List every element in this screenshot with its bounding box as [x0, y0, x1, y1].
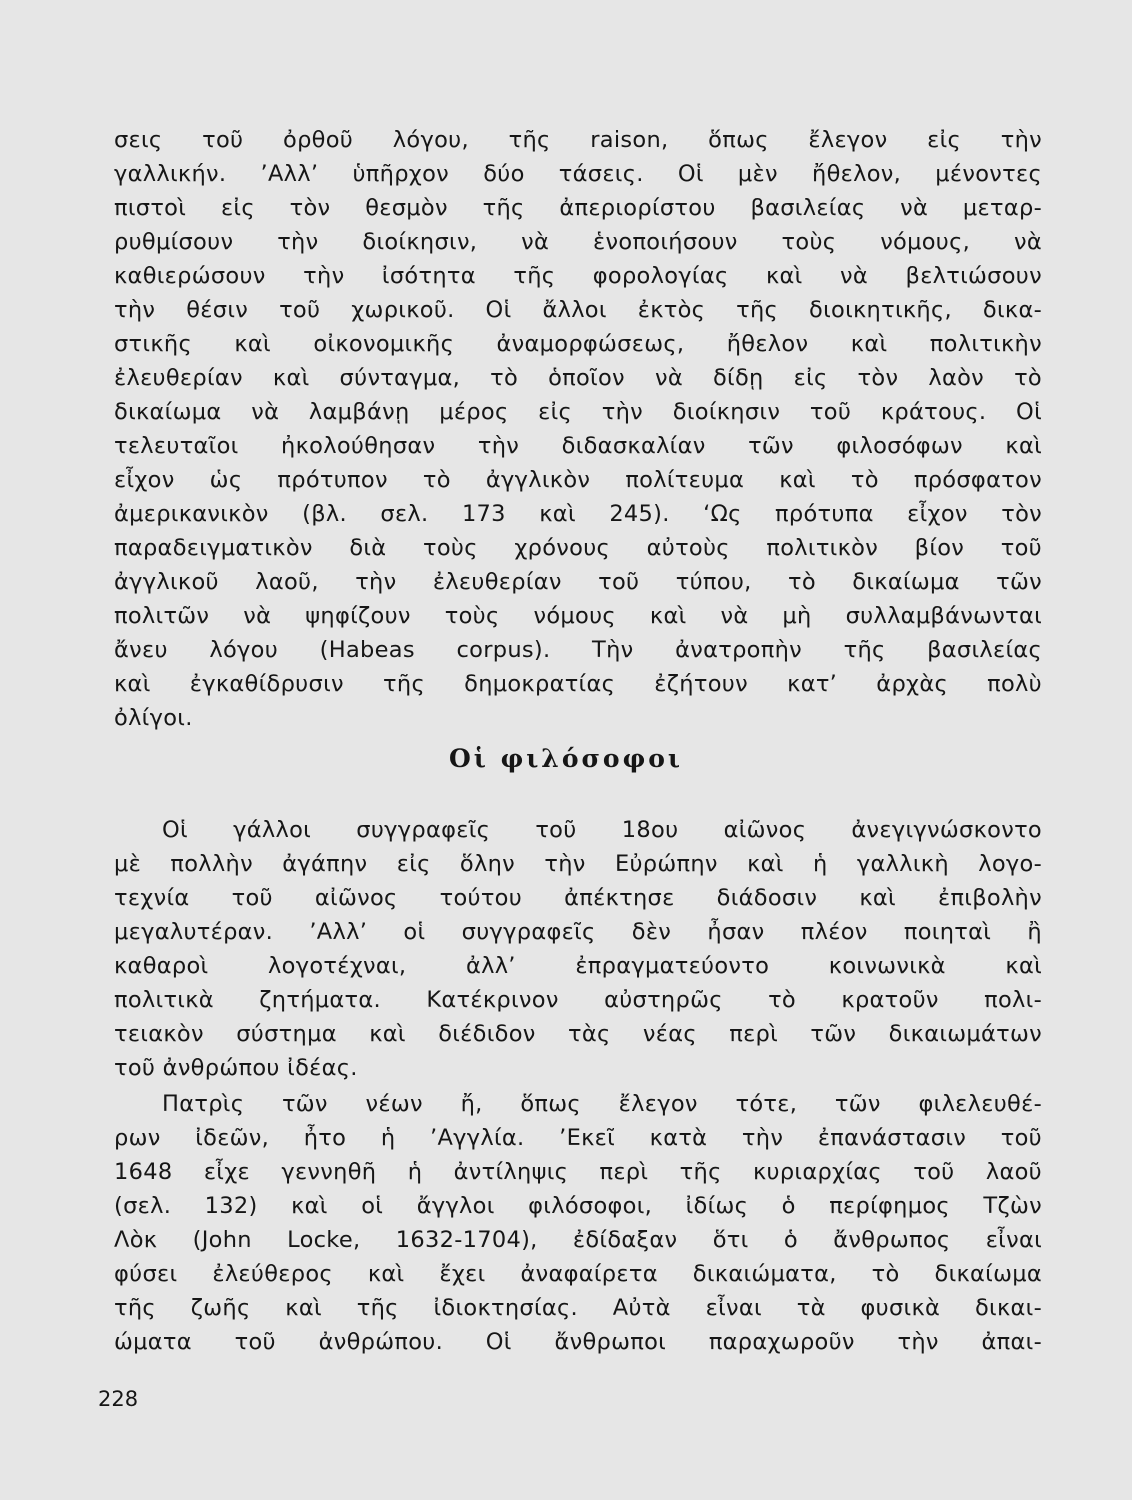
text-line: ἀμερικανικὸν (βλ. σελ. 173 καὶ 245). ‘Ως πρότυπα εἶχον τὸν — [114, 501, 1042, 527]
text-line: φύσει ἐλεύθερος καὶ ἔχει ἀναφαίρετα δικαιώματα, τὸ δικαίωμα — [114, 1261, 1042, 1287]
section-heading: Οἱ φιλόσοφοι — [449, 744, 683, 773]
text-line: καθιερώσουν τὴν ἰσότητα τῆς φορολογίας καὶ νὰ βελτιώσουν — [114, 263, 1042, 289]
text-line: τοῦ ἀνθρώπου ἰδέας. — [114, 1055, 358, 1081]
text-line: (σελ. 132) καὶ οἱ ἄγγλοι φιλόσοφοι, ἰδίως ὁ περίφημος Τζὼν — [114, 1193, 1042, 1219]
text-line: εἶχον ὡς πρότυπον τὸ ἀγγλικὸν πολίτευμα καὶ τὸ πρόσφατον — [114, 467, 1042, 493]
text-line: δικαίωμα νὰ λαμβάνῃ μέρος εἰς τὴν διοίκησιν τοῦ κράτους. Οἱ — [114, 399, 1042, 425]
text-line: καθαροὶ λογοτέχναι, ἀλλ’ ἐπραγματεύοντο κοινωνικὰ καὶ — [114, 953, 1042, 979]
text-line: τῆς ζωῆς καὶ τῆς ἰδιοκτησίας. Αὐτὰ εἶναι τὰ φυσικὰ δικαι- — [114, 1295, 1042, 1321]
text-line: σεις τοῦ ὀρθοῦ λόγου, τῆς raison, ὅπως ἔλεγον εἰς τὴν — [114, 127, 1042, 153]
text-line: τελευταῖοι ἠκολούθησαν τὴν διδασκαλίαν τῶν φιλοσόφων καὶ — [114, 433, 1042, 459]
text-line: Οἱ γάλλοι συγγραφεῖς τοῦ 18ου αἰῶνος ἀνεγιγνώσκοντο — [162, 817, 1042, 843]
text-line: Λὸκ (John Locke, 1632-1704), ἐδίδαξαν ὅτι ὁ ἄνθρωπος εἶναι — [114, 1227, 1042, 1253]
text-line: πολιτικὰ ζητήματα. Κατέκρινον αὐστηρῶς τὸ κρατοῦν πολι- — [114, 987, 1042, 1013]
text-line: ρων ἰδεῶν, ἦτο ἡ ’Αγγλία. ’Εκεῖ κατὰ τὴν ἐπανάστασιν τοῦ — [114, 1125, 1042, 1151]
text-line: μεγαλυτέραν. ’Αλλ’ οἱ συγγραφεῖς δὲν ἦσαν πλέον ποιηταὶ ἢ — [114, 919, 1042, 945]
text-line: ἄνευ λόγου (Habeas corpus). Τὴν ἀνατροπὴν τῆς βασιλείας — [114, 637, 1042, 663]
text-line: Πατρὶς τῶν νέων ἤ, ὅπως ἔλεγον τότε, τῶν φιλελευθέ- — [162, 1091, 1042, 1117]
text-line: ώματα τοῦ ἀνθρώπου. Οἱ ἄνθρωποι παραχωροῦν τὴν ἀπαι- — [114, 1329, 1042, 1355]
text-line: στικῆς καὶ οἰκονομικῆς ἀναμορφώσεως, ἤθελον καὶ πολιτικὴν — [114, 331, 1042, 357]
text-line: γαλλικήν. ’Αλλ’ ὑπῆρχον δύο τάσεις. Οἱ μὲν ἤθελον, μένοντες — [114, 161, 1042, 187]
text-line: ρυθμίσουν τὴν διοίκησιν, νὰ ἑνοποιήσουν τοὺς νόμους, νὰ — [114, 229, 1042, 255]
text-line: ὀλίγοι. — [114, 705, 193, 731]
text-line: τειακὸν σύστημα καὶ διέδιδον τὰς νέας περὶ τῶν δικαιωμάτων — [114, 1021, 1042, 1047]
text-line: τὴν θέσιν τοῦ χωρικοῦ. Οἱ ἄλλοι ἐκτὸς τῆς διοικητικῆς, δικα- — [114, 297, 1042, 323]
text-line: πολιτῶν νὰ ψηφίζουν τοὺς νόμους καὶ νὰ μὴ συλλαμβάνωνται — [114, 603, 1042, 629]
text-line: πιστοὶ εἰς τὸν θεσμὸν τῆς ἀπεριορίστου βασιλείας νὰ μεταρ- — [114, 195, 1042, 221]
text-line: 1648 εἶχε γεννηθῆ ἡ ἀντίληψις περὶ τῆς κυριαρχίας τοῦ λαοῦ — [114, 1159, 1042, 1185]
text-line: παραδειγματικὸν διὰ τοὺς χρόνους αὐτοὺς πολιτικὸν βίον τοῦ — [114, 535, 1042, 561]
page-number: 228 — [98, 1387, 139, 1411]
text-line: ἐλευθερίαν καὶ σύνταγμα, τὸ ὁποῖον νὰ δίδῃ εἰς τὸν λαὸν τὸ — [114, 365, 1042, 391]
text-line: τεχνία τοῦ αἰῶνος τούτου ἀπέκτησε διάδοσιν καὶ ἐπιβολὴν — [114, 885, 1042, 911]
text-line: ἀγγλικοῦ λαοῦ, τὴν ἐλευθερίαν τοῦ τύπου, τὸ δικαίωμα τῶν — [114, 569, 1042, 595]
text-line: μὲ πολλὴν ἀγάπην εἰς ὅλην τὴν Εὐρώπην καὶ ἡ γαλλικὴ λογο- — [114, 851, 1042, 877]
text-line: καὶ ἐγκαθίδρυσιν τῆς δημοκρατίας ἐζήτουν κατ’ ἀρχὰς πολὺ — [114, 671, 1042, 697]
